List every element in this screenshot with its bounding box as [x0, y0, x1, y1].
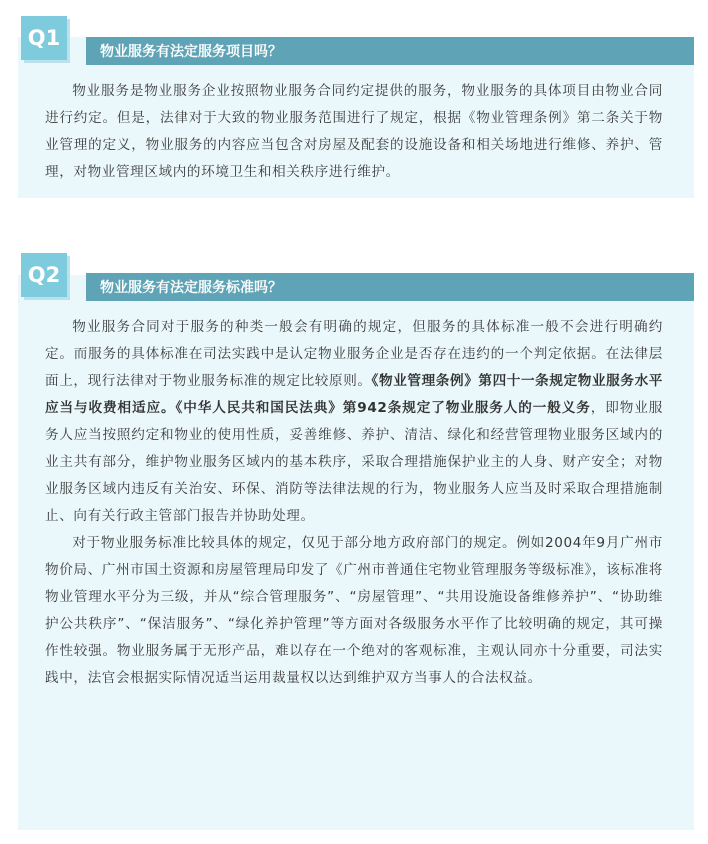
- q2-badge: Q2: [21, 253, 67, 297]
- q2-question-bar: [86, 273, 694, 301]
- q2-answer: [45, 314, 663, 692]
- q1-badge: Q1: [21, 16, 67, 60]
- q1-answer: [45, 78, 663, 186]
- q2-p1-text-a: 物业服务合同对于服务的种类一般会有明确的规定，但服务的具体标准一般不会进行明确约定。而服务的具体标准在司法实践中是认定物业服务企业是否存在违约的一个判定依据。在法律层面上，现行法律对于物业服务标准的规定比较原则。: [45, 319, 663, 389]
- q2-p1-bold-legal-citation: 《物业管理条例》第四十一条规定物业服务水平应当与收费相适应。《中华人民共和国民法典》第942条规定了物业服务人的一般义务: [45, 373, 663, 416]
- q2-answer-paragraph-1: [45, 314, 663, 530]
- q2-question-text: 物业服务有法定服务标准吗？: [100, 280, 282, 296]
- q1-question-text: 物业服务有法定服务项目吗？: [100, 44, 282, 60]
- q2-p1-text-b: ，即物业服务人应当按照约定和物业的使用性质，妥善维修、养护、清洁、绿化和经营管理物业服务区域内的业主共有部分，维护物业服务区域内的基本秩序，采取合理措施保护业主的人身、财产安全；对物业服务区域内违反有关治安、环保、消防等法律法规的行为，物业服务人应当及时采取合理措施制止、向有关行政主管部门报告并协助处理。: [45, 400, 664, 524]
- q2-answer-paragraph-2: 对于物业服务标准比较具体的规定，仅见于部分地方政府部门的规定。例如2004年9月广州市物价局、广州市国土资源和房屋管理局印发了《广州市普通住宅物业管理服务等级标准》，该标准将物业管理水平分为三级，并从“综合管理服务”、“房屋管理”、“共用设施设备维修养护”、“协助维护公共秩序”、“保洁服务”、“绿化养护管理”等方面对各级服务水平作了比较明确的规定，其可操作性较强。物业服务属于无形产品，难以存在一个绝对的客观标准，主观认同亦十分重要，司法实践中，法官会根据实际情况适当运用裁量权以达到维护双方当事人的合法权益。: [45, 535, 663, 686]
- q1-answer-paragraph: 物业服务是物业服务企业按照物业服务合同约定提供的服务，物业服务的具体项目由物业合同进行约定。但是，法律对于大致的物业服务范围进行了规定，根据《物业管理条例》第二条关于物业管理的定义，物业服务的内容应当包含对房屋及配套的设施设备和相关场地进行维修、养护、管理，对物业管理区域内的环境卫生和相关秩序进行维护。: [45, 83, 663, 180]
- q1-question-bar: [86, 37, 694, 65]
